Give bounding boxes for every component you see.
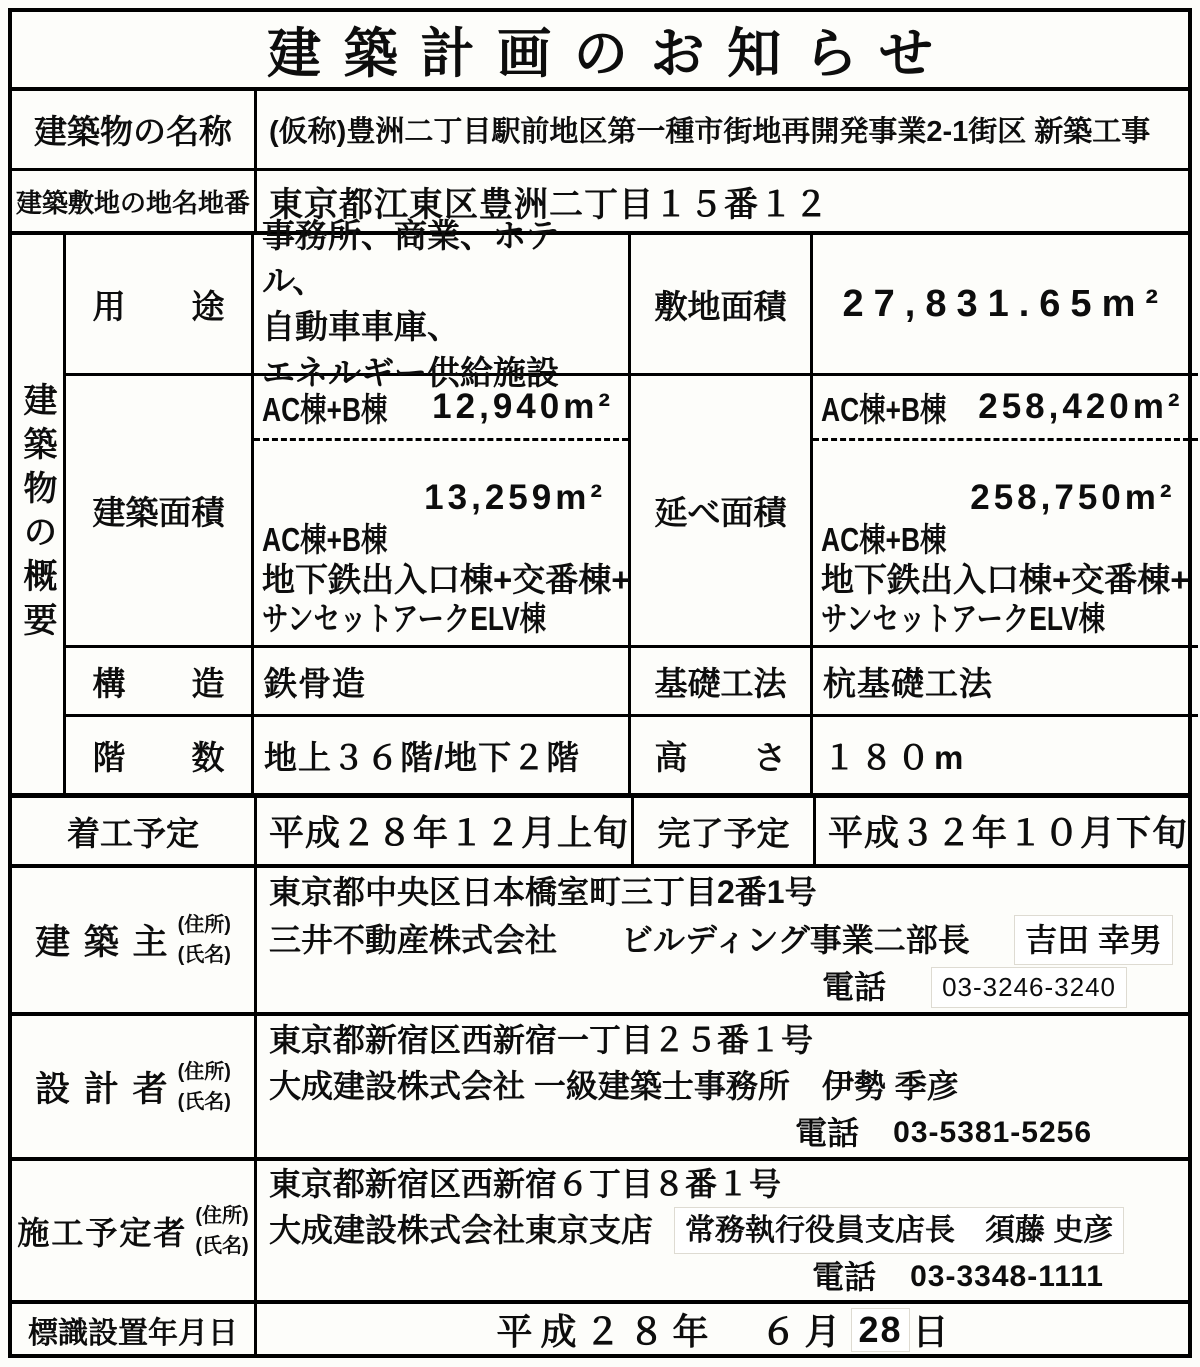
designer-tel-line <box>269 1110 1178 1156</box>
total-area-label: 延べ面積 <box>631 376 813 645</box>
contractor-tel-number: 03-3348-1111 <box>910 1260 1104 1294</box>
foundation-label: 基礎工法 <box>631 648 813 714</box>
site-area-value-cell <box>813 235 1198 373</box>
building-area-bottom-line2: 地下鉄出入口棟+交番棟+ <box>262 560 631 598</box>
owner-tel-number: 03-3246-3240 <box>932 968 1126 1008</box>
designer-company: 大成建設株式会社 一級建築士事務所 伊勢 季彦 <box>269 1068 959 1105</box>
height-value-cell <box>813 717 1198 793</box>
owner-company-line <box>269 916 1178 964</box>
building-name-label: 建築物の名称 <box>12 91 257 168</box>
end-value-cell <box>816 798 1188 864</box>
floors-value: 地上３６階/地下２階 <box>264 738 581 776</box>
total-area-top-line <box>813 376 1198 438</box>
sign-date-content <box>257 1304 1188 1355</box>
start-value-cell <box>257 798 634 864</box>
designer-sub-address: (住所) <box>177 1060 231 1083</box>
height-label: 高 さ <box>631 717 813 793</box>
owner-sub-address: (住所) <box>177 914 231 936</box>
contractor-label: 施工予定者 <box>17 1214 188 1251</box>
designer-sub-name: (氏名) <box>177 1090 231 1113</box>
contractor-person-sticker: 常務執行役員支店長 須藤 史彦 <box>675 1208 1123 1254</box>
area-row <box>66 376 1198 648</box>
total-area-bottom-line3: サンセットアークELV棟 <box>821 600 1106 638</box>
total-area-bottom <box>813 441 1198 645</box>
total-area-bottom-line1: AC棟+B棟 <box>821 521 947 559</box>
start-label: 着工予定 <box>12 798 257 864</box>
end-value: 平成３２年１０月下旬 <box>828 814 1189 853</box>
building-area-bottom-line3: サンセットアークELV棟 <box>262 600 547 638</box>
sign-date-suffix: 日 <box>912 1311 949 1352</box>
site-address-value: 東京都江東区豊洲二丁目１５番１２ <box>269 185 829 224</box>
designer-label-cell <box>12 1016 257 1157</box>
overview-section <box>12 216 1190 798</box>
designer-address: 東京都新宿区西新宿一丁目２５番１号 <box>269 1021 814 1058</box>
foundation-value-cell <box>813 648 1198 714</box>
building-area-cell <box>254 376 631 645</box>
usage-value-cell <box>254 216 631 391</box>
designer-content <box>257 1016 1188 1157</box>
owner-content <box>257 868 1188 1012</box>
overview-section-label-cell <box>12 235 66 793</box>
owner-sublabels <box>178 910 231 970</box>
building-area-top-prefix: AC棟+B棟 <box>262 390 388 428</box>
foundation-value: 杭基礎工法 <box>823 664 993 702</box>
owner-person-sticker: 吉田 幸男 <box>1015 916 1172 964</box>
height-value: １８０m <box>823 738 968 776</box>
sign-date-prefix: 平成２８年 ６月 <box>496 1311 849 1352</box>
contractor-address: 東京都新宿区西新宿６丁目８番１号 <box>269 1165 782 1202</box>
building-area-label: 建築面積 <box>66 376 254 645</box>
end-label: 完了予定 <box>634 798 816 864</box>
contractor-sub-address: (住所) <box>195 1204 249 1227</box>
total-area-cell <box>813 376 1198 645</box>
total-area-top-value: 258,420m² <box>978 387 1184 426</box>
total-area-bottom-line2: 地下鉄出入口棟+交番棟+ <box>821 560 1190 598</box>
building-area-bottom <box>254 441 631 645</box>
usage-label: 用 途 <box>66 235 254 373</box>
owner-address: 東京都中央区日本橋室町三丁目2番1号 <box>269 874 817 911</box>
floors-label: 階 数 <box>66 717 254 793</box>
site-area-value: 27,831.65m² <box>842 282 1169 325</box>
building-area-bottom-value: 13,259m² <box>424 478 606 518</box>
owner-tel-label: 電話 <box>822 969 887 1006</box>
owner-tel-line <box>269 964 1178 1010</box>
structure-row <box>66 648 1198 717</box>
structure-value: 鉄骨造 <box>264 664 366 702</box>
contractor-content <box>257 1161 1188 1300</box>
schedule-row <box>12 798 1188 868</box>
floors-row <box>66 717 1198 793</box>
usage-line-2: 自動車車庫、 <box>262 308 460 345</box>
building-area-bottom-line1: AC棟+B棟 <box>262 521 388 559</box>
contractor-label-cell <box>12 1161 257 1300</box>
contractor-sub-name: (氏名) <box>195 1234 249 1257</box>
owner-company: 三井不動産株式会社 ビルディング事業二部長 <box>269 921 970 958</box>
structure-label: 構 造 <box>66 648 254 714</box>
page-title: 建築計画のお知らせ <box>267 24 956 84</box>
start-value: 平成２８年１２月上旬 <box>269 814 630 853</box>
designer-row <box>12 1016 1188 1161</box>
usage-line-1: 事務所、商業、ホテル、 <box>262 216 559 300</box>
owner-sub-name: (氏名) <box>177 944 231 966</box>
overview-section-label: 建築物の概要 <box>18 382 56 646</box>
building-area-top-value: 12,940m² <box>432 387 614 426</box>
owner-row <box>12 868 1188 1016</box>
contractor-tel-label: 電話 <box>812 1258 877 1295</box>
contractor-tel-line <box>269 1254 1178 1300</box>
site-address-label: 建築敷地の地名地番 <box>12 171 257 231</box>
designer-tel-number: 03-5381-5256 <box>893 1116 1092 1150</box>
site-area-label: 敷地面積 <box>631 235 813 373</box>
sign-date-row <box>12 1304 1188 1355</box>
notice-board <box>8 8 1192 1358</box>
designer-label: 設 計 者 <box>35 1069 170 1109</box>
title-row <box>12 12 1188 91</box>
building-name-value: (仮称)豊洲二丁目駅前地区第一種市街地再開発事業2-1街区 新築工事 <box>269 116 1151 148</box>
overview-grid <box>66 216 1198 793</box>
contractor-company-line <box>269 1207 1178 1253</box>
usage-row <box>66 216 1198 391</box>
building-area-top-line <box>254 376 628 438</box>
usage-lines <box>254 207 628 401</box>
contractor-row <box>12 1161 1188 1304</box>
floors-value-cell <box>254 717 631 793</box>
building-name-row <box>12 91 1188 171</box>
designer-tel-label: 電話 <box>795 1114 860 1151</box>
usage-line-3: エネルギー供給施設 <box>262 353 559 391</box>
contractor-sublabels <box>195 1201 248 1261</box>
designer-sublabels <box>178 1057 231 1117</box>
owner-label: 建 築 主 <box>35 923 170 962</box>
structure-value-cell <box>254 648 631 714</box>
sign-date-label: 標識設置年月日 <box>12 1304 257 1355</box>
total-area-top-prefix: AC棟+B棟 <box>821 390 947 428</box>
contractor-company: 大成建設株式会社東京支店 <box>269 1212 654 1249</box>
owner-label-cell <box>12 868 257 1012</box>
total-area-bottom-value: 258,750m² <box>970 478 1176 518</box>
sign-date-day-sticker: 28 <box>852 1309 908 1351</box>
